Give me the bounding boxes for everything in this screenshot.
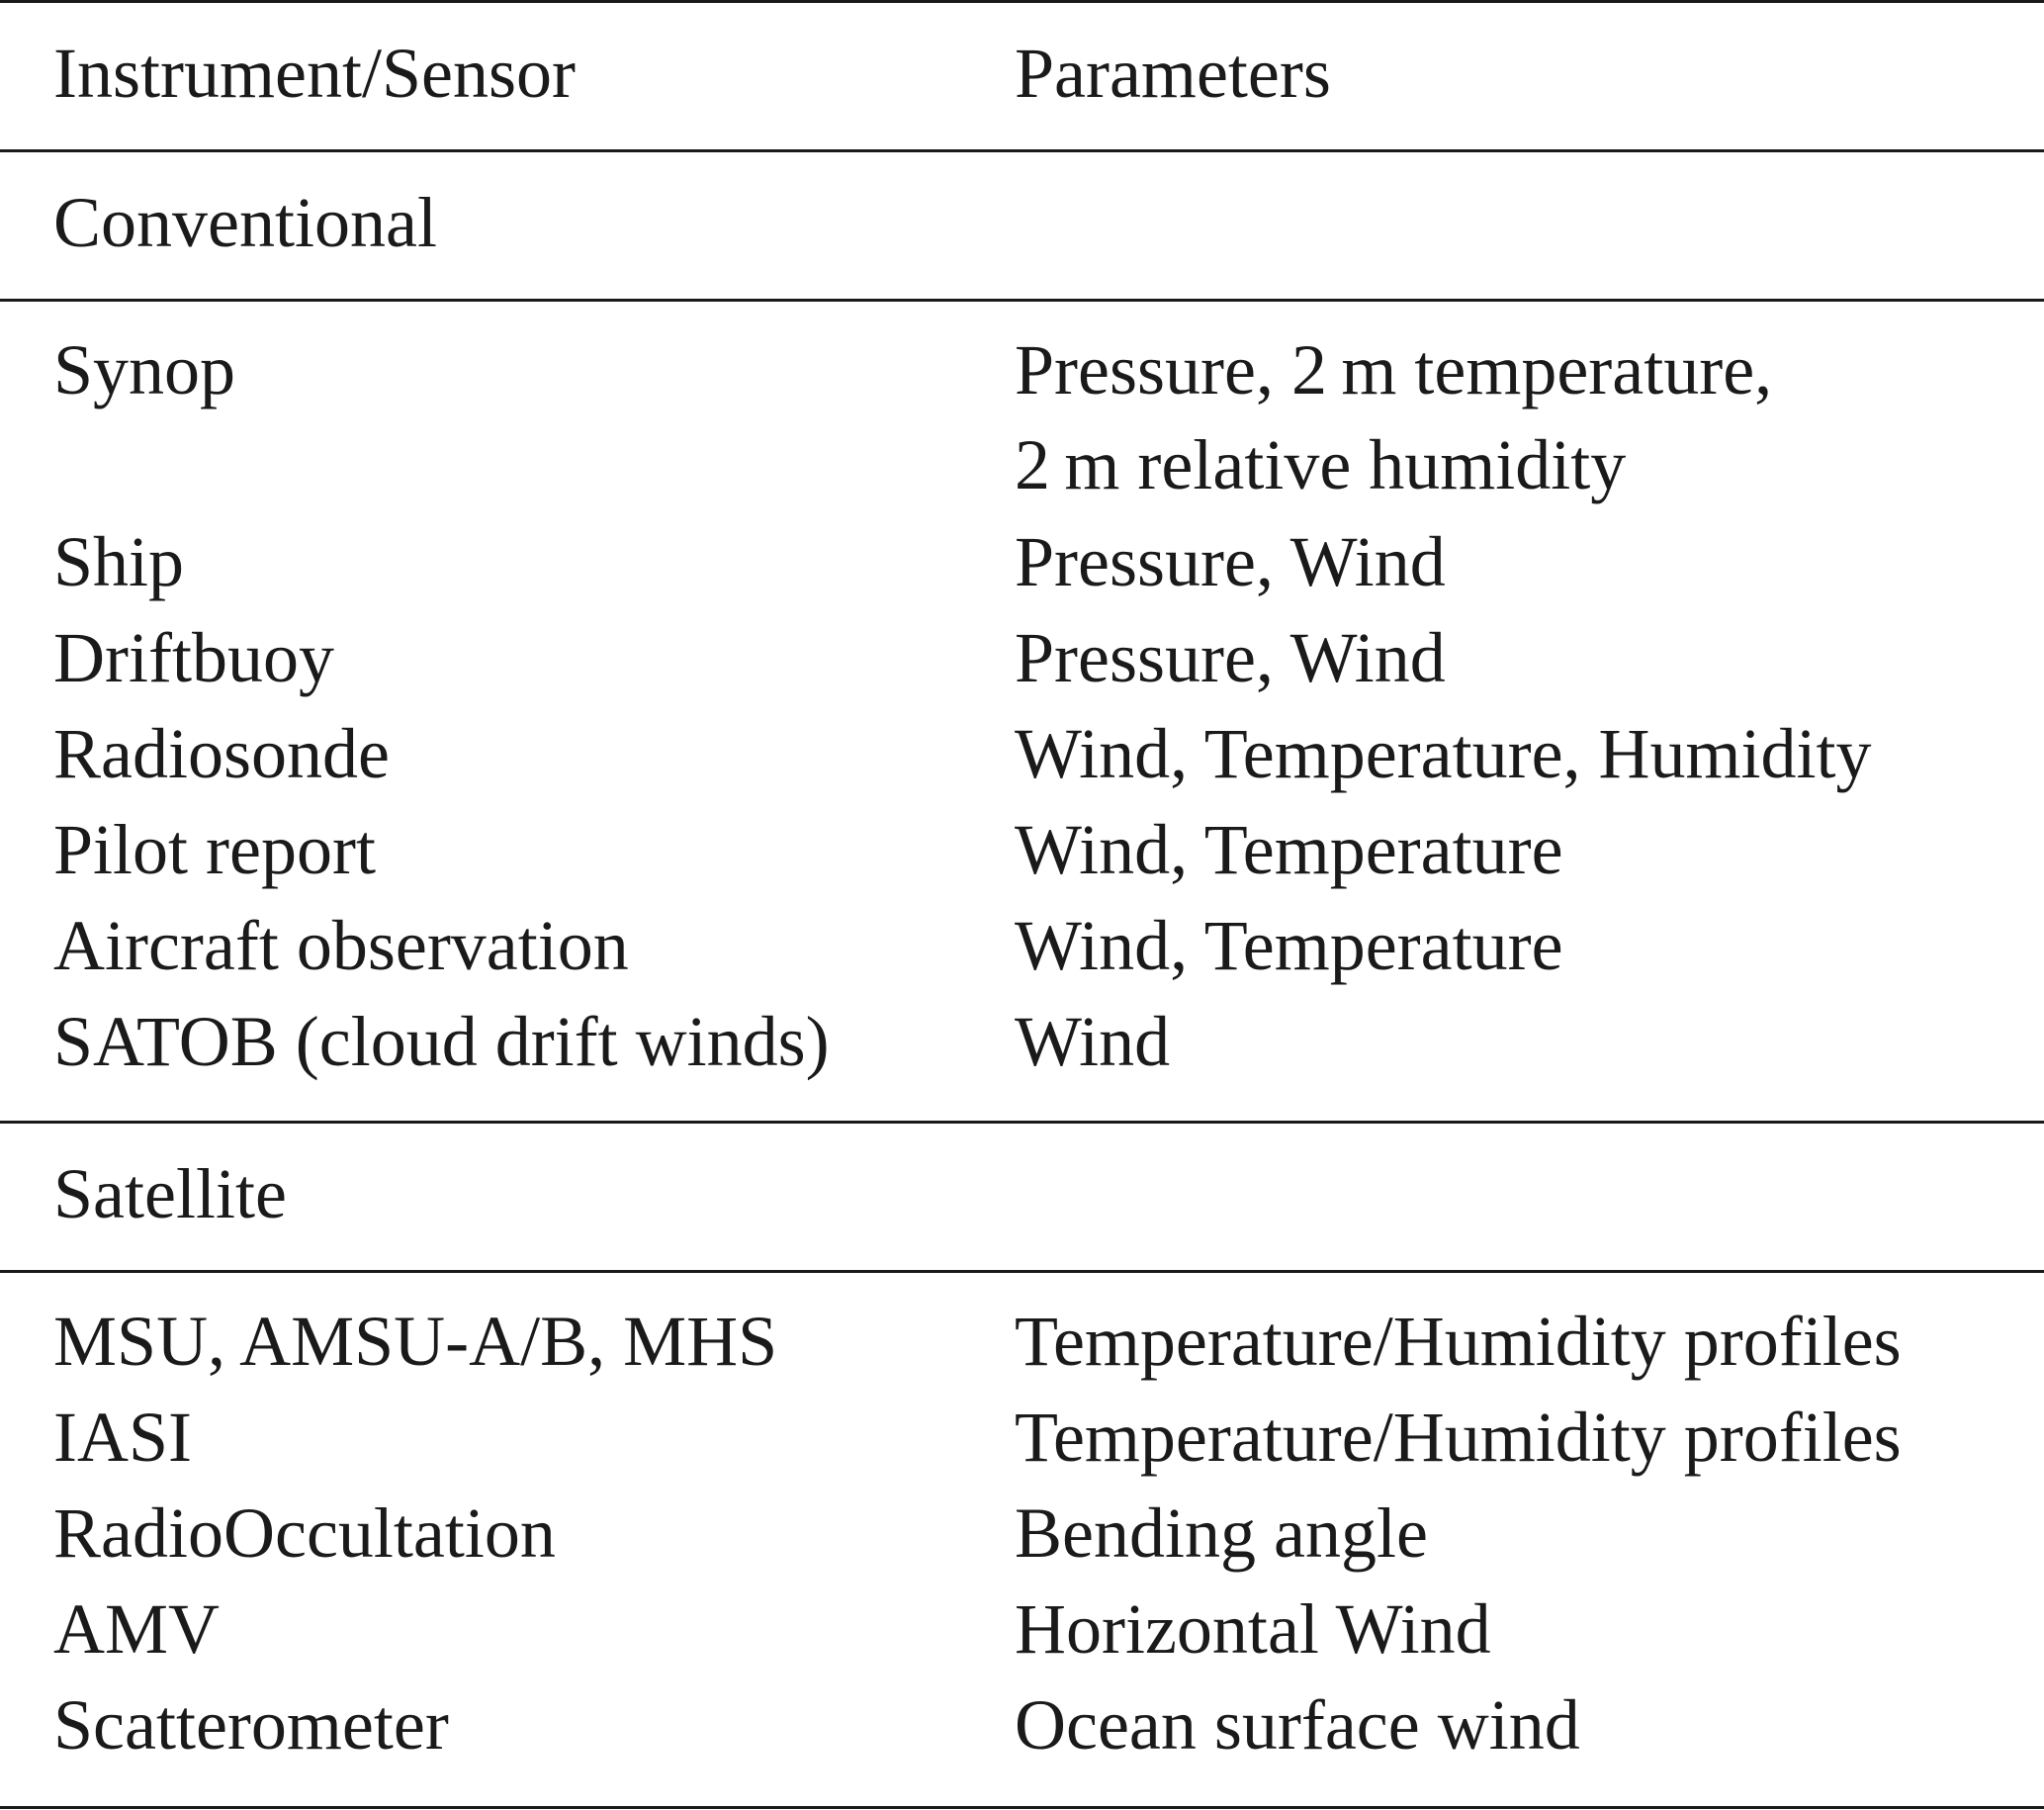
parameters-cell: Wind, Temperature xyxy=(1015,906,1563,985)
top-rule xyxy=(0,0,2044,3)
parameters-cell: Wind xyxy=(1015,1002,1171,1081)
instrument-cell: Synop xyxy=(53,330,236,409)
instrument-cell: Pilot report xyxy=(53,810,376,889)
instrument-cell: Aircraft observation xyxy=(53,906,629,985)
parameters-cell: Pressure, Wind xyxy=(1015,522,1446,601)
instrument-cell: IASI xyxy=(53,1398,192,1477)
parameters-cell: Temperature/Humidity profiles xyxy=(1015,1302,1902,1381)
parameters-cell: Pressure, Wind xyxy=(1015,618,1446,697)
section-title: Conventional xyxy=(53,183,437,262)
instrument-cell: Radiosonde xyxy=(53,714,390,793)
instrument-cell: MSU, AMSU-A/B, MHS xyxy=(53,1302,778,1381)
parameters-cell: Wind, Temperature xyxy=(1015,810,1563,889)
section-rule-satellite xyxy=(0,1270,2044,1273)
section-title: Satellite xyxy=(53,1154,287,1233)
header-parameters: Parameters xyxy=(1015,34,1331,113)
header-rule xyxy=(0,149,2044,152)
instrument-cell: Driftbuoy xyxy=(53,618,334,697)
parameters-cell-continued: 2 m relative humidity xyxy=(1015,425,1627,504)
instrument-cell: Ship xyxy=(53,522,185,601)
instrument-cell: Scatterometer xyxy=(53,1685,449,1765)
section-rule-conventional xyxy=(0,299,2044,302)
parameters-cell: Wind, Temperature, Humidity xyxy=(1015,714,1872,793)
instrument-cell: AMV xyxy=(53,1589,221,1669)
instrument-cell: RadioOccultation xyxy=(53,1493,556,1573)
parameters-cell: Temperature/Humidity profiles xyxy=(1015,1398,1902,1477)
header-instrument: Instrument/Sensor xyxy=(53,34,576,113)
parameters-cell: Ocean surface wind xyxy=(1015,1685,1580,1765)
parameters-cell: Pressure, 2 m temperature, xyxy=(1015,330,1773,409)
instrument-cell: SATOB (cloud drift winds) xyxy=(53,1002,830,1081)
parameters-cell: Bending angle xyxy=(1015,1493,1428,1573)
bottom-rule xyxy=(0,1806,2044,1809)
parameters-cell: Horizontal Wind xyxy=(1015,1589,1491,1669)
section-divider-rule xyxy=(0,1121,2044,1124)
